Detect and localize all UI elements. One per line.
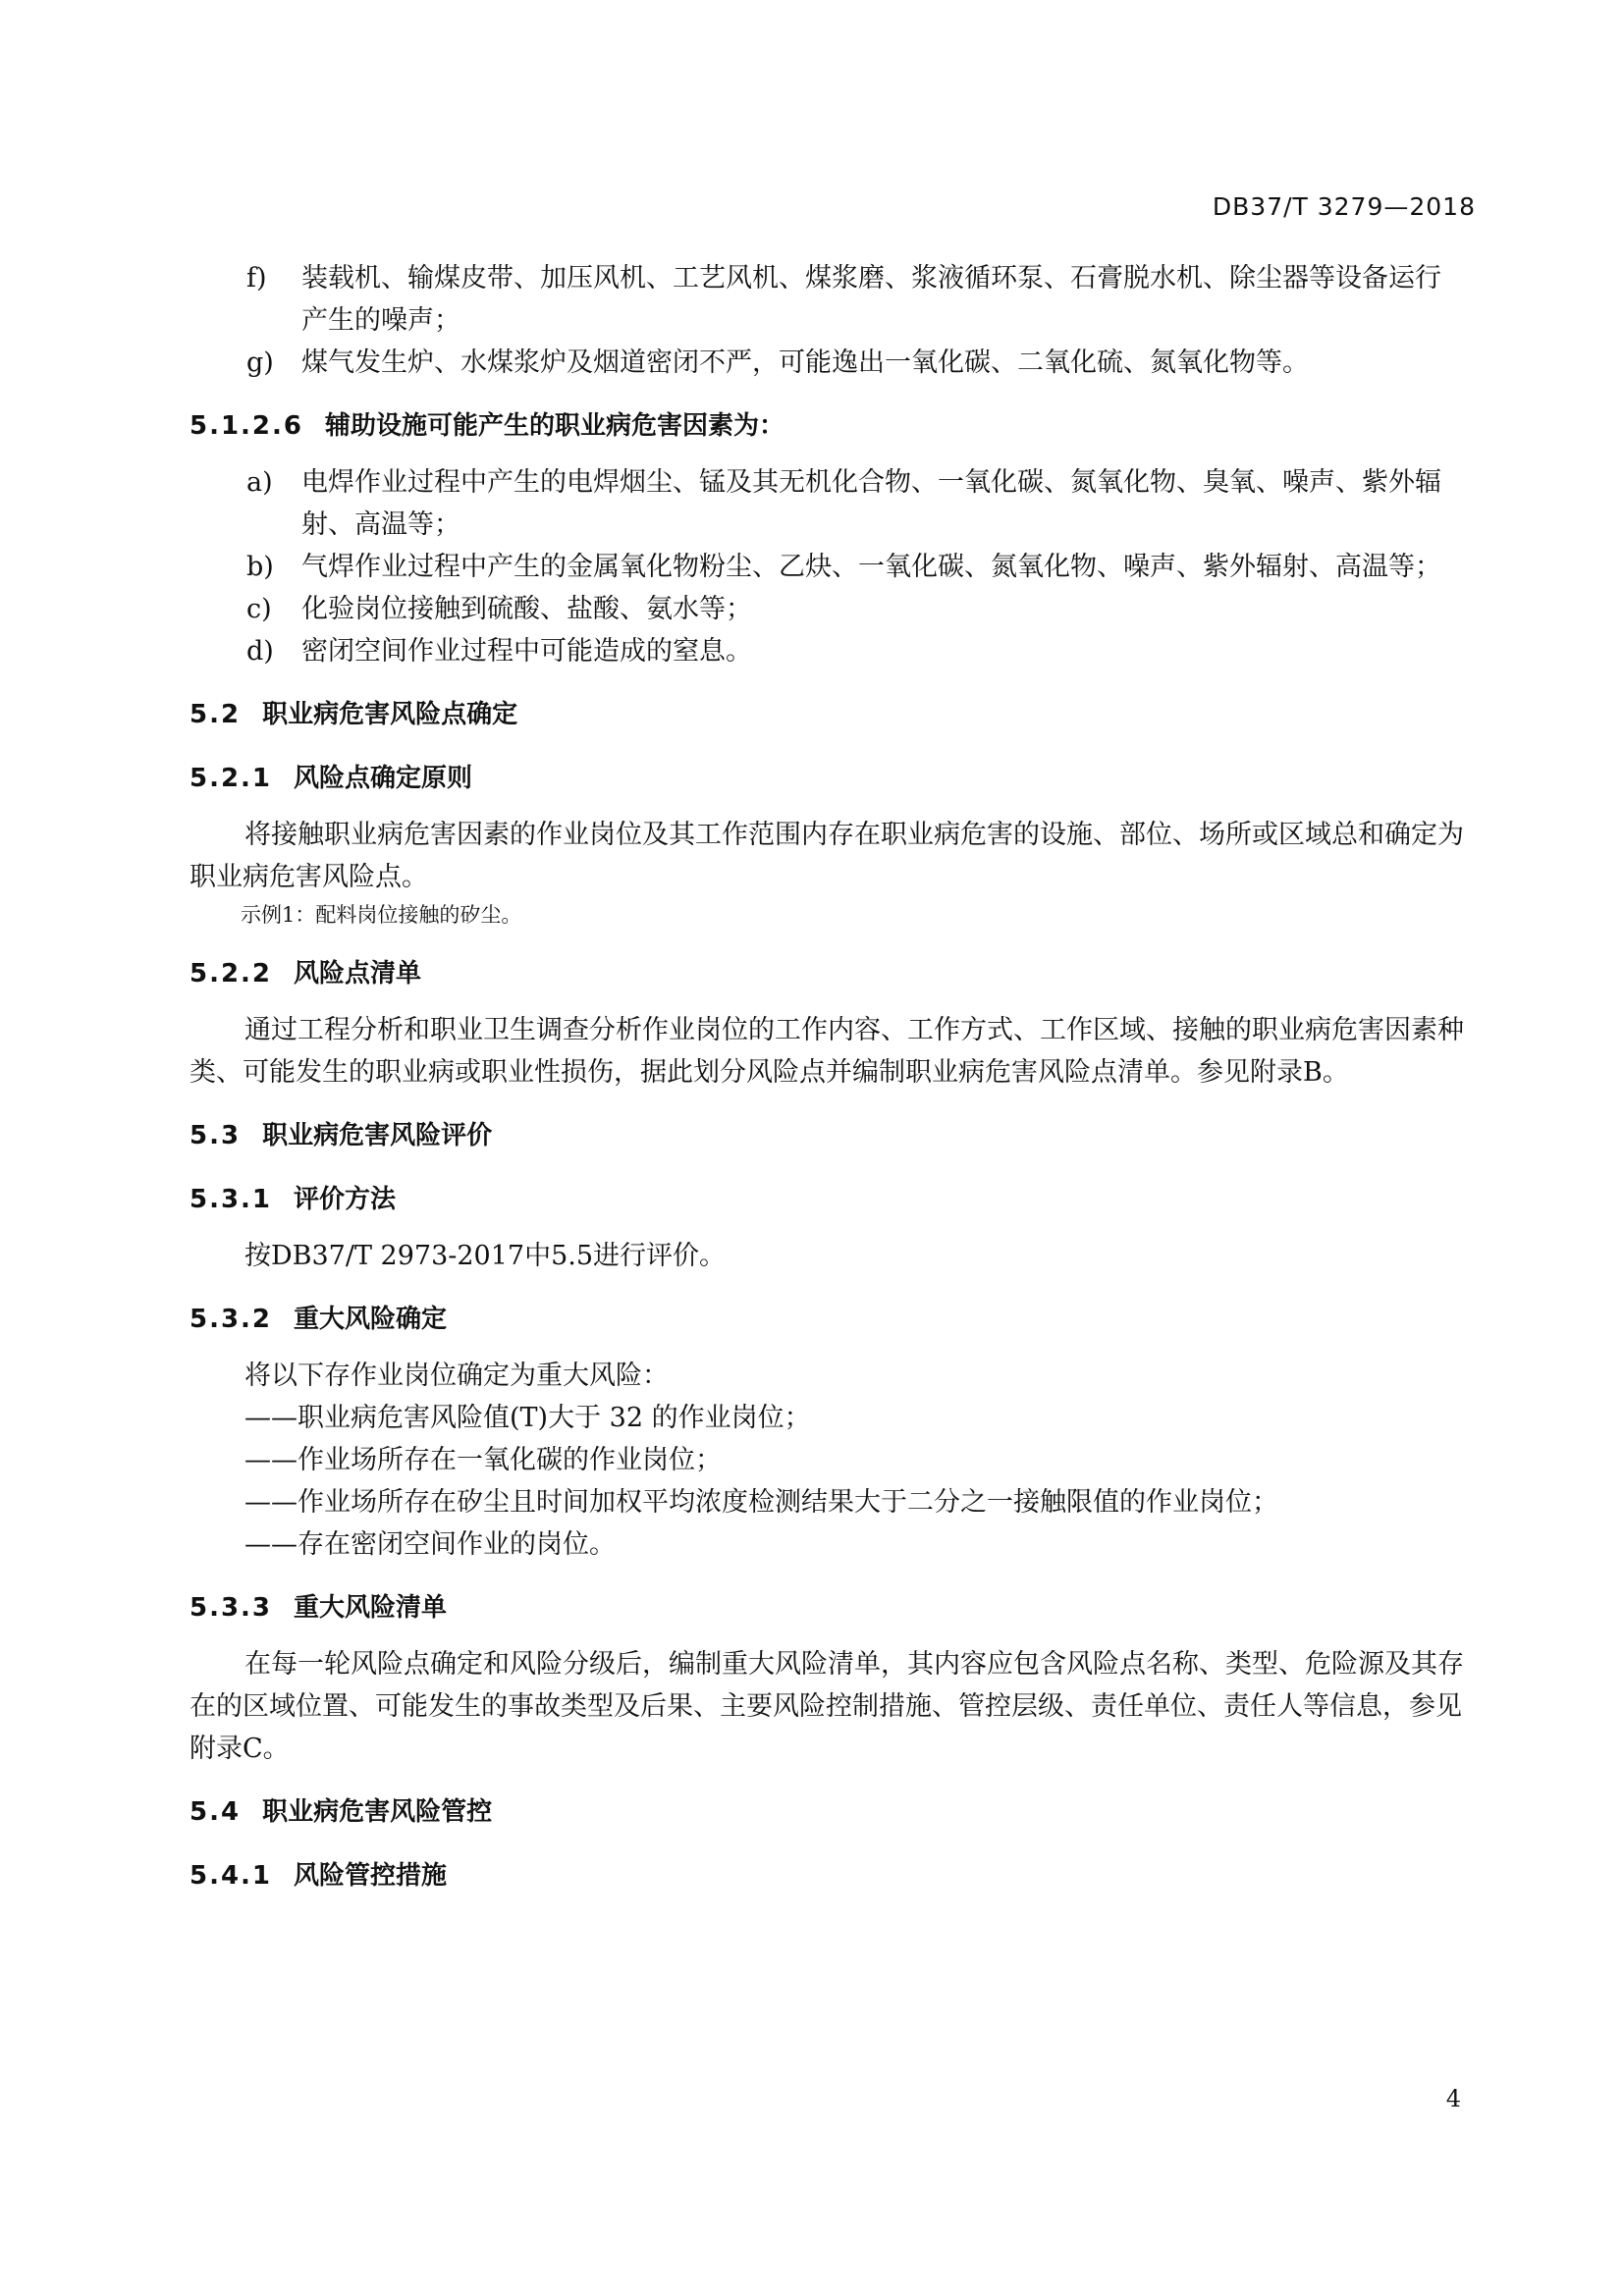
document-header: DB37/T 3279—2018: [1212, 192, 1476, 221]
section-number: 5.2: [189, 700, 242, 729]
section-number: 5.3.3: [189, 1593, 273, 1623]
section-heading-5-4-1: [189, 1855, 1466, 1897]
list-text: 化验岗位接触到硫酸、盐酸、氨水等；: [301, 594, 752, 624]
section-title: 风险点清单: [294, 959, 422, 988]
list-label: b): [246, 552, 274, 582]
section-title: 风险管控措施: [294, 1861, 448, 1891]
section-heading-5-3-2: [189, 1299, 1466, 1341]
section-title: 重大风险确定: [294, 1305, 448, 1334]
list-label: d): [246, 636, 274, 667]
section-number: 5.3.1: [189, 1185, 273, 1214]
section-title: 职业病危害风险管控: [262, 1797, 493, 1827]
section-title: 风险点确定原则: [294, 764, 473, 793]
list-label: c): [246, 594, 272, 624]
dash-item: ——职业病危害风险值(T)大于 32 的作业岗位；: [244, 1403, 811, 1433]
paragraph: 将接触职业病危害因素的作业岗位及其工作范围内存在职业病危害的设施、部位、场所或区域总和确定为职业病危害风险点。: [189, 820, 1464, 892]
list-item: [189, 630, 1466, 672]
dash-item: ——存在密闭空间作业的岗位。: [244, 1529, 616, 1560]
section-title: 职业病危害风险评价: [262, 1121, 493, 1150]
section-number: 5.2.2: [189, 959, 273, 988]
list-label: g): [246, 347, 274, 378]
list-label: f): [246, 263, 267, 294]
page-content: [189, 257, 1466, 1911]
section-title: 重大风险清单: [294, 1593, 448, 1623]
paragraph: 在每一轮风险点确定和风险分级后，编制重大风险清单，其内容应包含风险点名称、类型、危险源及其存在的区域位置、可能发生的事故类型及后果、主要风险控制措施、管控层级、责任单位、责任人等信息，参见附录C。: [189, 1649, 1464, 1764]
section-heading-5-1-2-6: [189, 405, 1466, 448]
page-number: 4: [1445, 2085, 1461, 2112]
section-heading-5-2-2: [189, 953, 1466, 995]
list-text: 煤气发生炉、水煤浆炉及烟道密闭不严，可能逸出一氧化碳、二氧化硫、氮氧化物等。: [301, 347, 1309, 378]
dash-item: ——作业场所存在一氧化碳的作业岗位；: [244, 1445, 722, 1475]
section-number: 5.3.2: [189, 1305, 273, 1334]
dash-item: ——作业场所存在矽尘且时间加权平均浓度检测结果大于二分之一接触限值的作业岗位；: [244, 1487, 1278, 1518]
section-heading-5-3: [189, 1115, 1466, 1157]
section-heading-5-4: [189, 1791, 1466, 1834]
section-number: 5.4: [189, 1797, 242, 1827]
list-text: 气焊作业过程中产生的金属氧化物粉尘、乙炔、一氧化碳、氮氧化物、噪声、紫外辐射、高温等；: [301, 552, 1441, 582]
paragraph: 将以下存作业岗位确定为重大风险：: [244, 1361, 669, 1391]
section-title: 职业病危害风险点确定: [262, 700, 518, 729]
example-note: 示例1：配料岗位接触的矽尘。: [241, 903, 522, 927]
list-label: a): [246, 467, 273, 498]
list-item: [189, 546, 1466, 588]
list-item: [189, 257, 1466, 342]
section-title: 评价方法: [294, 1185, 397, 1214]
list-text: 电焊作业过程中产生的电焊烟尘、锰及其无机化合物、一氧化碳、氮氧化物、臭氧、噪声、紫外辐射、高温等；: [301, 467, 1441, 540]
section-title: 辅助设施可能产生的职业病危害因素为：: [325, 411, 785, 441]
section-number: 5.1.2.6: [189, 411, 303, 441]
list-item: [189, 342, 1466, 384]
section-number: 5.4.1: [189, 1861, 273, 1891]
section-number: 5.2.1: [189, 764, 273, 793]
list-text: 密闭空间作业过程中可能造成的窒息。: [301, 636, 752, 667]
paragraph: 按DB37/T 2973-2017中5.5进行评价。: [244, 1241, 727, 1271]
list-item: [189, 588, 1466, 630]
section-number: 5.3: [189, 1121, 242, 1150]
section-heading-5-2-1: [189, 758, 1466, 800]
paragraph: 通过工程分析和职业卫生调查分析作业岗位的工作内容、工作方式、工作区域、接触的职业病危害因素种类、可能发生的职业病或职业性损伤，据此划分风险点并编制职业病危害风险点清单。参见附录B。: [189, 1015, 1464, 1088]
list-item: [189, 461, 1466, 546]
section-heading-5-3-1: [189, 1179, 1466, 1221]
section-heading-5-3-3: [189, 1587, 1466, 1629]
section-heading-5-2: [189, 694, 1466, 736]
list-text: 装载机、输煤皮带、加压风机、工艺风机、煤浆磨、浆液循环泵、石膏脱水机、除尘器等设备运行产生的噪声；: [301, 263, 1441, 336]
